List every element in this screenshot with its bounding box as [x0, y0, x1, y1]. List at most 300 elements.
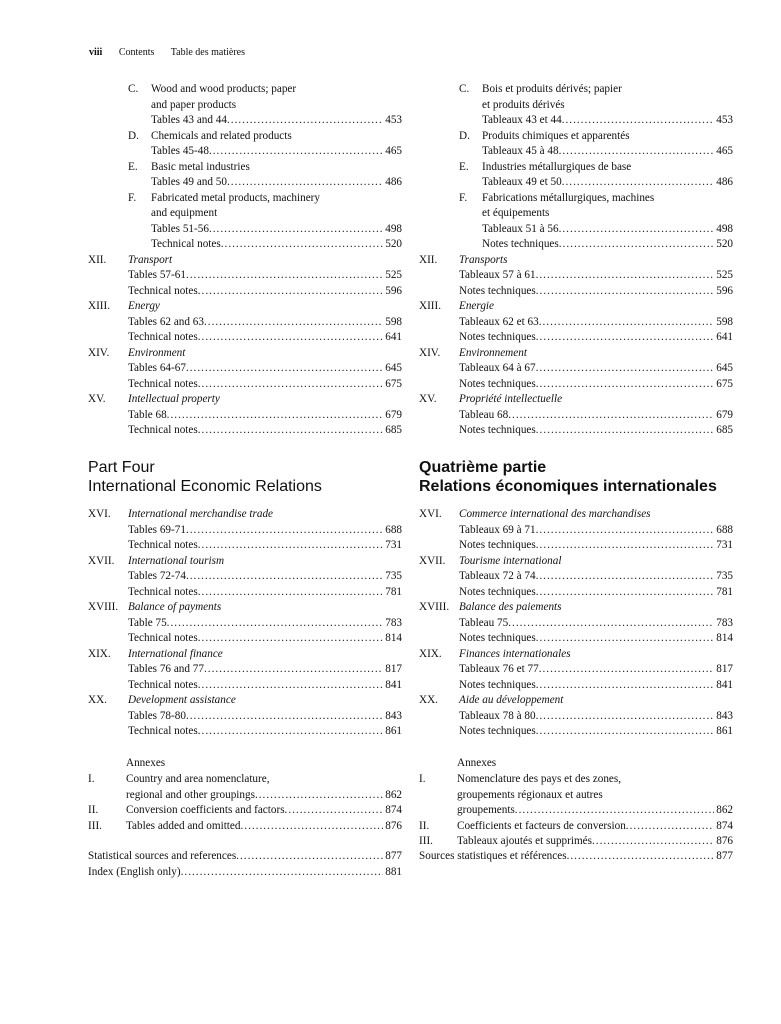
toc-page-number: 876: [716, 835, 733, 847]
dot-leader: [536, 523, 715, 539]
toc-entry-text: Commerce international des marchandises: [459, 508, 651, 520]
page-number: viii: [89, 47, 103, 58]
toc-entry-text: Environment: [128, 346, 186, 359]
toc-entry-text: Technical notes: [128, 377, 198, 390]
toc-page-number: 735: [716, 570, 733, 582]
toc-entry-text: Technical notes: [128, 585, 198, 598]
toc-number: XIX.: [88, 647, 111, 660]
dot-leader: [536, 377, 714, 393]
toc-line: [419, 160, 733, 176]
toc-entry-text: Tableau 75: [459, 616, 509, 629]
toc-entry-text: International finance: [128, 647, 223, 660]
toc-line: [88, 678, 402, 694]
toc-entry-text: Technical notes: [151, 238, 221, 250]
toc-line: [88, 693, 402, 709]
header-title-fr: Table des matières: [170, 47, 246, 58]
toc-page-number: 877: [716, 850, 733, 862]
toc-entry-text: Technical notes: [128, 725, 198, 737]
toc-number: XII.: [419, 253, 438, 266]
toc-page-number: 645: [385, 362, 402, 374]
toc-line: [419, 222, 733, 238]
toc-entry-text: Tables 72-74: [128, 570, 186, 582]
toc-number: D.: [459, 129, 470, 142]
toc-entry-text: Bois et produits dérivés; papier: [482, 83, 622, 95]
toc-page-number: 841: [385, 678, 402, 691]
toc-number: F.: [459, 191, 468, 204]
toc-entry-text: Produits chimiques et apparentés: [482, 129, 630, 142]
french-footer: [419, 849, 733, 865]
toc-line: [419, 693, 733, 709]
dot-leader: [186, 709, 383, 725]
toc-entry-text: Notes techniques: [459, 632, 536, 644]
toc-page-number: 465: [385, 145, 402, 157]
part-title-en: [88, 458, 322, 496]
dot-leader: [626, 819, 714, 835]
dot-leader: [536, 709, 715, 725]
header-title-en: Contents: [118, 47, 155, 58]
toc-line: [88, 724, 402, 740]
toc-line: [419, 849, 733, 865]
toc-line: [88, 222, 402, 238]
toc-entry-text: Tables 49 and 50: [151, 176, 227, 188]
toc-entry-text: Intellectual property: [128, 393, 220, 405]
toc-entry-text: Notes techniques: [459, 331, 536, 343]
toc-line: [419, 600, 733, 616]
toc-line: [88, 647, 402, 663]
toc-page-number: 520: [716, 238, 733, 250]
toc-line: [419, 268, 733, 284]
dot-leader: [592, 834, 714, 850]
toc-line: [419, 662, 733, 678]
toc-page-number: 861: [385, 725, 402, 737]
toc-number: XVIII.: [88, 601, 119, 613]
part-title-en-line1: Part Four: [88, 459, 155, 476]
toc-line: [88, 788, 402, 804]
toc-entry-text: and equipment: [151, 207, 218, 219]
part-title-en-line2: International Economic Relations: [88, 478, 322, 495]
toc-page-number: 486: [716, 176, 733, 188]
dot-leader: [240, 819, 383, 835]
toc-page-number: 688: [385, 523, 402, 536]
toc-line: [88, 408, 402, 424]
toc-entry-text: Notes techniques: [459, 585, 536, 598]
dot-leader: [567, 849, 715, 865]
toc-line: [419, 523, 733, 539]
toc-line: [88, 361, 402, 377]
toc-entry-text: groupements: [457, 804, 515, 816]
toc-page-number: 841: [716, 678, 733, 691]
toc-number: XVII.: [88, 554, 115, 567]
toc-page-number: 876: [385, 819, 402, 832]
toc-page-number: 465: [716, 145, 733, 157]
toc-entry-text: Tables 64-67: [128, 362, 186, 374]
toc-line: [419, 315, 733, 331]
toc-entry-text: Balance des paiements: [459, 601, 562, 613]
toc-line: [88, 600, 402, 616]
dot-leader: [536, 330, 714, 346]
toc-line: [419, 175, 733, 191]
french-bottom-block: [419, 507, 733, 740]
dot-leader: [536, 361, 715, 377]
dot-leader: [198, 724, 383, 740]
toc-line: [419, 284, 733, 300]
toc-line: [419, 709, 733, 725]
toc-page-number: 874: [716, 819, 733, 832]
toc-entry-text: Technical notes: [128, 331, 198, 343]
toc-entry-text: et équipements: [482, 207, 550, 219]
dot-leader: [559, 237, 714, 253]
toc-line: [88, 113, 402, 129]
english-column: [88, 82, 402, 982]
toc-line: [88, 849, 402, 865]
toc-number: XX.: [419, 694, 438, 706]
toc-line: [88, 268, 402, 284]
toc-number: D.: [128, 129, 139, 142]
toc-entry-text: Tables 76 and 77: [128, 663, 204, 675]
dot-leader: [508, 408, 714, 424]
dot-leader: [515, 803, 714, 819]
dot-leader: [221, 237, 383, 253]
toc-line: [88, 616, 402, 632]
toc-entry-text: Technical notes: [128, 284, 198, 297]
toc-line: [419, 585, 733, 601]
toc-number: XVII.: [419, 554, 446, 567]
dot-leader: [536, 423, 714, 439]
dot-leader: [204, 662, 383, 678]
toc-entry-text: Index (English only): [88, 865, 181, 878]
toc-line: [419, 113, 733, 129]
toc-entry-text: Notes techniques: [459, 424, 536, 436]
toc-entry-text: Tourisme international: [459, 554, 562, 567]
dot-leader: [562, 113, 715, 129]
toc-page-number: 781: [385, 585, 402, 598]
toc-line: [419, 361, 733, 377]
dot-leader: [227, 175, 383, 191]
toc-entry-text: Tables added and omitted: [126, 819, 241, 832]
toc-line: [419, 423, 733, 439]
toc-entry-text: and paper products: [151, 98, 237, 111]
toc-entry-text: Tableaux 76 et 77: [459, 663, 539, 675]
toc-page-number: 520: [385, 238, 402, 250]
toc-entry-text: Tableaux 78 à 80: [459, 709, 536, 722]
annex-heading-fr: Annexes: [457, 757, 497, 769]
toc-entry-text: Tableaux 72 à 74: [459, 570, 536, 582]
dot-leader: [198, 423, 383, 439]
toc-entry-text: Tableaux 62 et 63: [459, 315, 539, 328]
dot-leader: [167, 408, 384, 424]
toc-entry-text: Conversion coefficients and factors: [126, 804, 285, 816]
toc-line: [88, 523, 402, 539]
running-header: [89, 47, 259, 58]
toc-line: [88, 160, 402, 176]
toc-number: II.: [419, 819, 430, 832]
toc-line: [419, 346, 733, 362]
toc-page-number: 486: [385, 176, 402, 188]
toc-page-number: 735: [385, 570, 402, 582]
toc-line: [419, 616, 733, 632]
toc-entry-text: Fabricated metal products, machinery: [151, 191, 320, 204]
dot-leader: [198, 678, 383, 694]
dot-leader: [236, 849, 383, 865]
toc-entry-text: Transport: [128, 253, 173, 266]
toc-page-number: 861: [716, 725, 733, 737]
toc-entry-text: Nomenclature des pays et des zones,: [457, 773, 622, 785]
toc-number: E.: [459, 160, 469, 173]
toc-line: [419, 392, 733, 408]
english-top-block: [88, 82, 402, 439]
toc-line: [419, 191, 733, 207]
toc-page-number: 881: [385, 865, 402, 878]
toc-entry-text: et produits dérivés: [482, 98, 565, 111]
toc-line: [88, 253, 402, 269]
toc-entry-text: Tableaux 51 à 56: [482, 222, 559, 235]
toc-page-number: 645: [716, 362, 733, 374]
toc-page-number: 814: [385, 632, 402, 644]
toc-entry-text: Notes techniques: [459, 539, 536, 551]
toc-line: [88, 98, 402, 114]
dot-leader: [536, 585, 714, 601]
toc-line: [419, 253, 733, 269]
dot-leader: [536, 569, 715, 585]
toc-page-number: 783: [716, 616, 733, 629]
dot-leader: [562, 175, 715, 191]
toc-line: [419, 377, 733, 393]
toc-entry-text: Tables 51-56: [151, 222, 209, 235]
annex-heading-en: Annexes: [126, 757, 166, 769]
toc-line: [419, 330, 733, 346]
toc-page-number: 817: [716, 663, 733, 675]
dot-leader: [559, 144, 715, 160]
toc-entry-text: Energie: [459, 300, 494, 312]
toc-number: E.: [128, 160, 138, 173]
dot-leader: [209, 222, 383, 238]
toc-line: [419, 82, 733, 98]
toc-line: [88, 662, 402, 678]
part-title-fr: [419, 458, 717, 496]
toc-number: II.: [88, 804, 99, 816]
toc-line: [419, 299, 733, 315]
toc-number: XVIII.: [419, 601, 450, 613]
toc-line: [88, 377, 402, 393]
french-annex-heading: [457, 756, 771, 772]
toc-line: [419, 144, 733, 160]
toc-entry-text: Notes techniques: [459, 284, 536, 297]
toc-line: [419, 569, 733, 585]
toc-page-number: 862: [385, 788, 402, 801]
dot-leader: [285, 803, 384, 819]
toc-line: [419, 803, 733, 819]
toc-line: [88, 538, 402, 554]
toc-entry-text: Sources statistiques et références: [419, 850, 567, 862]
dot-leader: [167, 616, 384, 632]
toc-entry-text: Tableaux 57 à 61: [459, 269, 536, 281]
toc-entry-text: Tables 45-48: [151, 145, 209, 157]
toc-number: XVI.: [88, 508, 111, 520]
toc-line: [88, 819, 402, 835]
toc-entry-text: Development assistance: [128, 694, 236, 706]
toc-entry-text: Tableaux 43 et 44: [482, 114, 562, 126]
toc-line: [88, 631, 402, 647]
toc-line: [419, 507, 733, 523]
toc-number: XV.: [419, 393, 437, 405]
dot-leader: [508, 616, 714, 632]
dot-leader: [536, 268, 715, 284]
toc-line: [88, 144, 402, 160]
dot-leader: [539, 315, 715, 331]
toc-number: I.: [88, 773, 95, 785]
toc-page-number: 843: [385, 709, 402, 722]
toc-entry-text: Propriété intellectuelle: [459, 393, 563, 405]
dot-leader: [536, 284, 714, 300]
dot-leader: [186, 569, 383, 585]
toc-line: [419, 554, 733, 570]
toc-entry-text: Tableau 68: [459, 408, 509, 421]
toc-page-number: 675: [385, 377, 402, 390]
part-title-fr-line1: Quatrième partie: [419, 459, 547, 476]
toc-line: [88, 284, 402, 300]
toc-page-number: 783: [385, 616, 402, 629]
dot-leader: [227, 113, 383, 129]
toc-entry-text: Technical notes: [128, 632, 198, 644]
toc-page-number: 596: [385, 284, 402, 297]
dot-leader: [198, 284, 383, 300]
toc-line: [419, 408, 733, 424]
toc-entry-text: Finances internationales: [459, 647, 571, 660]
english-footer: [88, 849, 402, 880]
toc-entry-text: Notes techniques: [459, 678, 536, 691]
toc-page-number: 498: [385, 222, 402, 235]
french-annexes: [419, 772, 733, 850]
toc-line: [419, 206, 733, 222]
toc-page-number: 498: [716, 222, 733, 235]
dot-leader: [559, 222, 715, 238]
toc-number: III.: [88, 819, 102, 832]
toc-line: [88, 330, 402, 346]
toc-entry-text: Aide au développement: [459, 694, 564, 706]
toc-line: [88, 175, 402, 191]
toc-entry-text: Tables 57-61: [128, 269, 186, 281]
toc-line: [88, 569, 402, 585]
toc-page-number: 641: [716, 331, 733, 343]
toc-entry-text: regional and other groupings: [126, 788, 255, 801]
toc-page-number: 598: [716, 315, 733, 328]
dot-leader: [539, 662, 715, 678]
toc-number: XIII.: [419, 300, 442, 312]
toc-number: C.: [128, 83, 139, 95]
toc-entry-text: Chemicals and related products: [151, 129, 292, 142]
dot-leader: [204, 315, 383, 331]
toc-line: [88, 865, 402, 881]
dot-leader: [198, 538, 383, 554]
toc-page-number: 874: [385, 804, 402, 816]
toc-entry-text: Notes techniques: [459, 725, 536, 737]
toc-entry-text: Tableaux 64 à 67: [459, 362, 536, 374]
toc-line: [88, 772, 402, 788]
toc-page-number: 685: [716, 424, 733, 436]
toc-entry-text: Coefficients et facteurs de conversion: [457, 819, 626, 832]
toc-line: [88, 129, 402, 145]
toc-entry-text: Energy: [128, 300, 160, 312]
toc-page-number: 731: [385, 539, 402, 551]
toc-entry-text: Statistical sources and references: [88, 850, 237, 862]
toc-entry-text: Tables 78-80: [128, 709, 186, 722]
toc-page-number: 685: [385, 424, 402, 436]
toc-entry-text: Fabrications métallurgiques, machines: [482, 191, 655, 204]
toc-page-number: 453: [385, 114, 402, 126]
dot-leader: [209, 144, 383, 160]
english-annexes: [88, 772, 402, 834]
dot-leader: [536, 631, 714, 647]
dot-leader: [186, 523, 383, 539]
toc-number: XIX.: [419, 647, 442, 660]
toc-number: I.: [419, 773, 426, 785]
toc-number: XV.: [88, 393, 106, 405]
english-annex-heading: [126, 756, 440, 772]
toc-entry-text: Country and area nomenclature,: [126, 773, 270, 785]
dot-leader: [536, 678, 714, 694]
french-column: [419, 82, 733, 982]
dot-leader: [186, 268, 383, 284]
toc-line: [419, 788, 733, 804]
toc-page-number: 688: [716, 523, 733, 536]
dot-leader: [255, 788, 383, 804]
toc-line: [88, 507, 402, 523]
toc-entry-text: Table 75: [128, 616, 167, 629]
dot-leader: [198, 585, 383, 601]
toc-page-number: 731: [716, 539, 733, 551]
toc-page-number: 641: [385, 331, 402, 343]
toc-entry-text: Tableaux ajoutés et supprimés: [457, 835, 592, 847]
french-top-block: [419, 82, 733, 439]
toc-number: XX.: [88, 694, 107, 706]
toc-number: III.: [419, 835, 433, 847]
toc-entry-text: Technical notes: [128, 424, 198, 436]
toc-line: [419, 129, 733, 145]
toc-page-number: 525: [385, 269, 402, 281]
toc-entry-text: Notes techniques: [482, 238, 559, 250]
toc-entry-text: International merchandise trade: [128, 508, 274, 520]
dot-leader: [198, 631, 383, 647]
toc-entry-text: Wood and wood products; paper: [151, 83, 297, 95]
toc-entry-text: Tableaux 69 à 71: [459, 523, 536, 536]
toc-page-number: 525: [716, 269, 733, 281]
toc-line: [88, 191, 402, 207]
toc-entry-text: Tables 69-71: [128, 523, 186, 536]
toc-line: [88, 346, 402, 362]
toc-entry-text: groupements régionaux et autres: [457, 788, 603, 801]
toc-line: [88, 206, 402, 222]
toc-number: XVI.: [419, 508, 442, 520]
toc-line: [88, 299, 402, 315]
toc-line: [419, 98, 733, 114]
toc-page-number: 862: [716, 804, 733, 816]
toc-number: C.: [459, 83, 470, 95]
toc-line: [88, 709, 402, 725]
toc-entry-text: Industries métallurgiques de base: [482, 160, 632, 173]
toc-page-number: 814: [716, 632, 733, 644]
toc-line: [88, 237, 402, 253]
toc-entry-text: Table 68: [128, 408, 167, 421]
toc-entry-text: International tourism: [128, 554, 225, 567]
toc-page-number: 679: [716, 408, 733, 421]
english-bottom-block: [88, 507, 402, 740]
dot-leader: [186, 361, 383, 377]
toc-entry-text: Transports: [459, 253, 508, 266]
toc-page-number: 598: [385, 315, 402, 328]
toc-line: [419, 724, 733, 740]
dot-leader: [536, 538, 714, 554]
toc-page-number: 781: [716, 585, 733, 598]
